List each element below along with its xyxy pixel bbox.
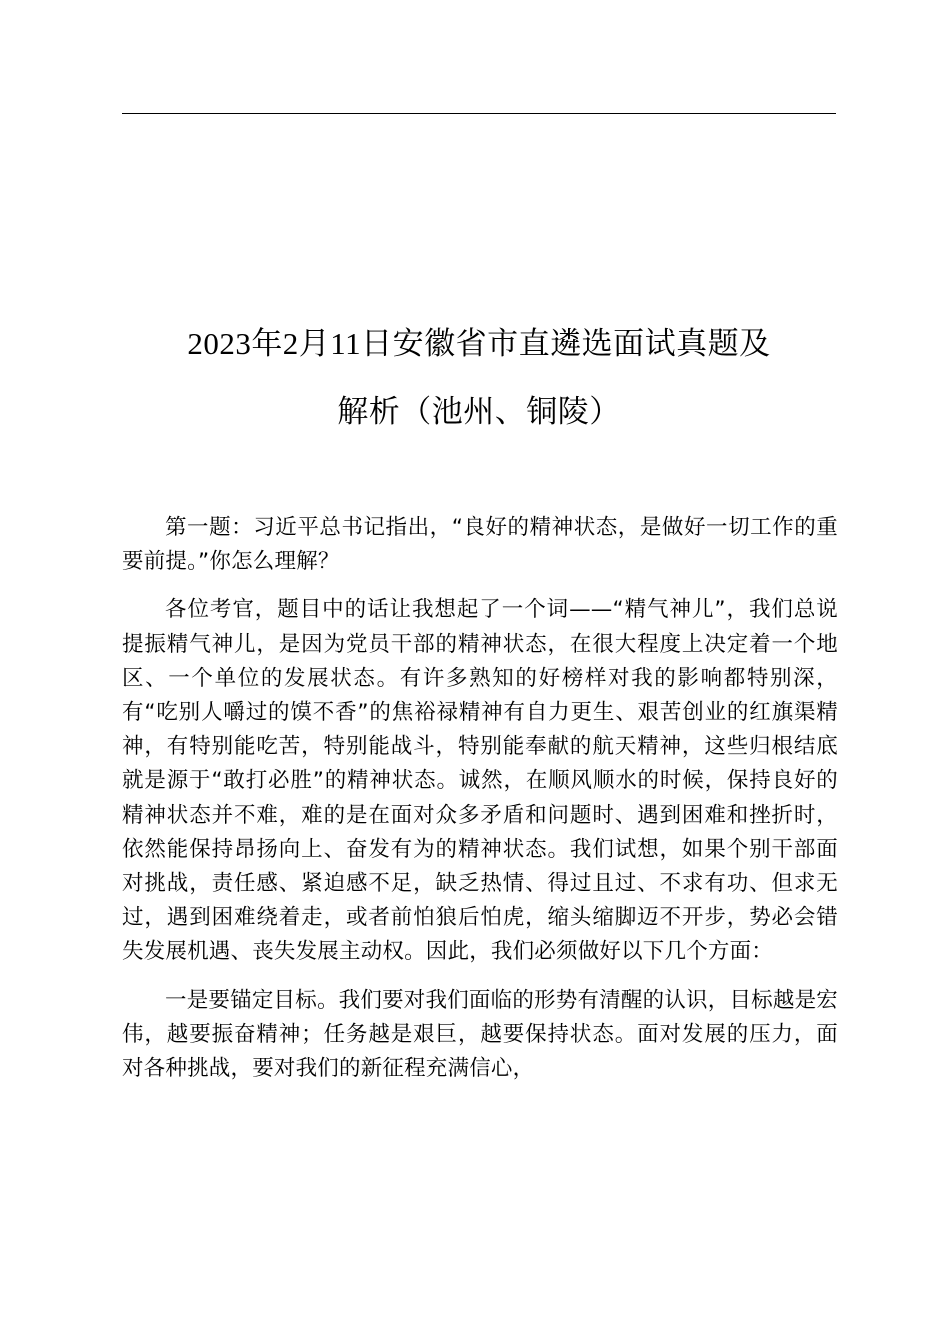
paragraph-point-one: 一是要锚定目标。我们要对我们面临的形势有清醒的认识，目标越是宏伟，越要振奋精神；任务越是艰巨，越要保持状态。面对发展的压力，面对各种挑战，要对我们的新征程充满信心， (122, 987, 838, 1082)
paragraph-question: 第一题：习近平总书记指出，“良好的精神状态，是做好一切工作的重要前提。”你怎么理解？ (122, 515, 838, 575)
header-rule (122, 113, 836, 114)
document-title (122, 310, 836, 446)
title-line-2: 解析（池州、铜陵） (337, 394, 621, 429)
document-body (122, 511, 838, 1100)
title-line-1: 2023年2月11日安徽省市直遴选面试真题及 (187, 326, 771, 361)
paragraph-answer: 各位考官，题目中的话让我想起了一个词——“精气神儿”，我们总说提振精气神儿，是因为党员干部的精神状态，在很大程度上决定着一个地区、一个单位的发展状态。有许多熟知的好榜样对我的影响都特别深，有“吃别人嚼过的馍不香”的焦裕禄精神有自力更生、艰苦创业的红旗渠精神，有特别能吃苦，特别能战斗，特别能奉献的航天精神，这些归根结底就是源于“敢打必胜”的精神状态。诚然，在顺风顺水的时候，保持良好的精神状态并不难，难的是在面对众多矛盾和问题时、遇到困难和挫折时，依然能保持昂扬向上、奋发有为的精神状态。我们试想，如果个别干部面对挑战，责任感、紧迫感不足，缺乏热情、得过且过、不求有功、但求无过，遇到困难绕着走，或者前怕狼后怕虎，缩头缩脚迈不开步，势必会错失发展机遇、丧失发展主动权。因此，我们必须做好以下几个方面： (122, 597, 838, 965)
